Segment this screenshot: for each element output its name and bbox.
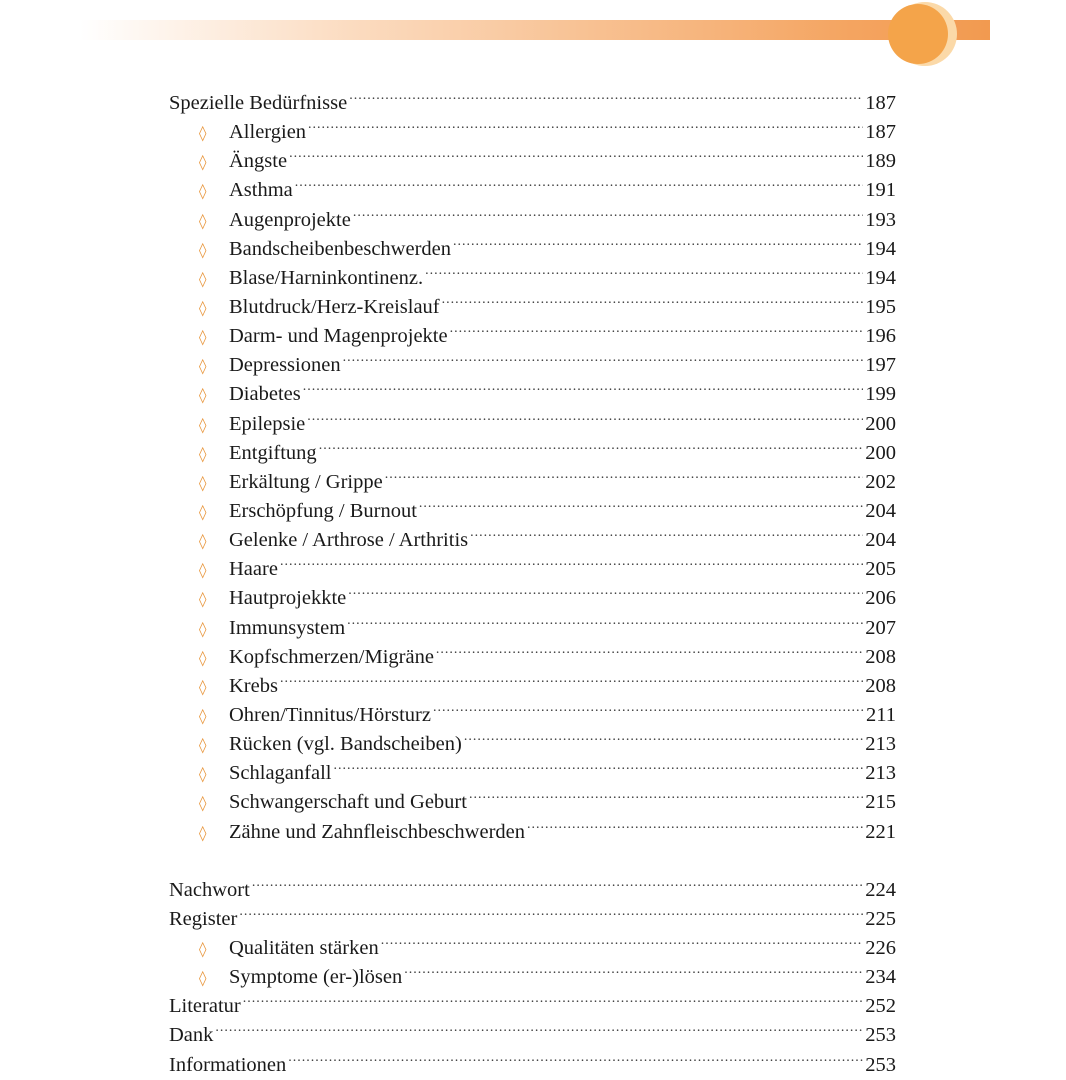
dot-leader: [404, 954, 863, 983]
dot-leader: [436, 634, 863, 663]
diamond-outline-icon: ◊: [199, 415, 207, 434]
diamond-outline-icon: ◊: [199, 124, 207, 143]
toc-entry-label: Erschöpfung / Burnout: [229, 499, 417, 522]
toc-entry-page-number: 200: [865, 441, 896, 464]
toc-entry-label: Erkältung / Grippe: [229, 470, 383, 493]
dot-leader: [385, 459, 864, 488]
toc-entry-label: Diabetes: [229, 383, 301, 406]
dot-leader: [307, 401, 863, 430]
diamond-outline-icon: ◊: [199, 269, 207, 288]
diamond-outline-icon: ◊: [199, 823, 207, 842]
toc-entry-label: Qualitäten stärken: [229, 936, 379, 959]
dot-leader: [239, 896, 863, 925]
dot-leader: [319, 430, 864, 459]
toc-entry-page-number: 234: [865, 966, 896, 989]
diamond-outline-icon: ◊: [199, 619, 207, 638]
diamond-outline-icon: ◊: [199, 240, 207, 259]
toc-entry-label: Ohren/Tinnitus/Hörsturz: [229, 703, 431, 726]
diamond-outline-icon: ◊: [199, 590, 207, 609]
dot-leader: [308, 109, 863, 138]
toc-entry-page-number: 206: [865, 587, 896, 610]
toc-subentry[interactable]: [169, 925, 896, 959]
toc-entry-label: Zähne und Zahnfleischbeschwerden: [229, 820, 525, 843]
toc-subentry[interactable]: [169, 692, 896, 726]
toc-entry-page-number: 252: [865, 995, 896, 1018]
toc-entry-page-number: 200: [865, 412, 896, 435]
toc-entry-page-number: 193: [865, 208, 896, 231]
toc-entry-label: Blutdruck/Herz-Kreislauf: [229, 295, 440, 318]
toc-entry-page-number: 213: [865, 733, 896, 756]
toc-entry-label: Nachwort: [169, 878, 250, 901]
dot-leader: [450, 313, 864, 342]
toc-entry-page-number: 226: [865, 936, 896, 959]
dot-leader: [289, 138, 863, 167]
toc-entry-page-number: 211: [866, 703, 896, 726]
dot-leader: [288, 1042, 863, 1071]
dot-leader: [527, 809, 863, 838]
toc-entry-label: Krebs: [229, 674, 278, 697]
toc-entry-label: Darm- und Magenprojekte: [229, 325, 448, 348]
toc-entry-label: Immunsystem: [229, 616, 346, 639]
toc-entry-page-number: 225: [865, 907, 896, 930]
dot-leader: [347, 605, 863, 634]
toc-entry-label: Epilepsie: [229, 412, 306, 435]
diamond-outline-icon: ◊: [199, 969, 207, 988]
dot-leader: [419, 488, 863, 517]
diamond-outline-icon: ◊: [199, 153, 207, 172]
header-decoration-circle: [888, 4, 948, 64]
toc-entry-page-number: 191: [865, 179, 896, 202]
diamond-outline-icon: ◊: [199, 211, 207, 230]
diamond-outline-icon: ◊: [199, 736, 207, 755]
diamond-outline-icon: ◊: [199, 357, 207, 376]
dot-leader: [280, 663, 863, 692]
toc-entry-page-number: 204: [865, 499, 896, 522]
toc-entry-page-number: 253: [865, 1053, 896, 1076]
toc-entry-label: Bandscheibenbeschwerden: [229, 237, 451, 260]
dot-leader: [433, 692, 864, 721]
toc-entry-page-number: 207: [865, 616, 896, 639]
diamond-outline-icon: ◊: [199, 648, 207, 667]
toc-entry-label: Asthma: [229, 179, 293, 202]
toc-entry-label: Depressionen: [229, 354, 341, 377]
diamond-outline-icon: ◊: [199, 386, 207, 405]
dot-leader: [425, 255, 863, 284]
toc-entry-page-number: 194: [865, 237, 896, 260]
toc-entry-page-number: 187: [865, 92, 896, 114]
toc-entry[interactable]: [169, 80, 896, 114]
diamond-outline-icon: ◊: [199, 473, 207, 492]
toc-entry[interactable]: [169, 896, 896, 930]
toc-entry-label: Informationen: [169, 1053, 287, 1076]
toc-entry-page-number: 195: [865, 295, 896, 318]
toc-entry-label: Schlaganfall: [229, 762, 332, 785]
toc-entry-page-number: 189: [865, 150, 896, 173]
dot-leader: [295, 167, 863, 196]
toc-entry-page-number: 187: [865, 121, 896, 144]
dot-leader: [442, 284, 864, 313]
toc-entry-page-number: 208: [865, 674, 896, 697]
dot-leader: [215, 1012, 863, 1041]
diamond-outline-icon: ◊: [199, 677, 207, 696]
toc-entry-label: Symptome (er-)lösen: [229, 966, 403, 989]
dot-leader: [464, 721, 863, 750]
toc-entry-label: Entgiftung: [229, 441, 317, 464]
dot-leader: [343, 342, 864, 371]
diamond-outline-icon: ◊: [199, 706, 207, 725]
dot-leader: [243, 983, 864, 1012]
toc-entry-label: Literatur: [169, 995, 241, 1018]
dot-leader: [469, 779, 863, 808]
dot-leader: [353, 197, 863, 226]
diamond-outline-icon: ◊: [199, 561, 207, 580]
toc-entry[interactable]: [169, 867, 896, 901]
toc-entry-page-number: 205: [865, 558, 896, 581]
toc-entry-page-number: 197: [865, 354, 896, 377]
diamond-outline-icon: ◊: [199, 532, 207, 551]
toc-entry-label: Haare: [229, 558, 278, 581]
dot-leader: [453, 226, 863, 255]
toc-entry-page-number: 221: [865, 820, 896, 843]
toc-entry-label: Register: [169, 907, 238, 930]
toc-entry-label: Gelenke / Arthrose / Arthritis: [229, 529, 469, 552]
toc-entry[interactable]: [169, 983, 896, 1018]
toc-entry-label: Kopfschmerzen/Migräne: [229, 645, 434, 668]
toc-entry-label: Allergien: [229, 121, 307, 144]
toc-entry-page-number: 215: [865, 791, 896, 814]
diamond-outline-icon: ◊: [199, 328, 207, 347]
toc-entry-label: Dank: [169, 1024, 214, 1047]
toc-entry-label: Rücken (vgl. Bandscheiben): [229, 733, 462, 756]
dot-leader: [303, 371, 864, 400]
dot-leader: [252, 867, 863, 896]
toc-entry-page-number: 208: [865, 645, 896, 668]
toc-entry-page-number: 202: [865, 470, 896, 493]
dot-leader: [333, 750, 863, 779]
toc-entry-page-number: 194: [865, 266, 896, 289]
dot-leader: [280, 546, 863, 575]
toc-entry-page-number: 196: [865, 325, 896, 348]
toc-entry-page-number: 213: [865, 762, 896, 785]
dot-leader: [349, 80, 863, 109]
toc-entry[interactable]: [169, 1012, 896, 1047]
toc-entry-page-number: 253: [865, 1024, 896, 1047]
dot-leader: [348, 575, 863, 604]
dot-leader: [470, 517, 863, 546]
toc-entry-label: Hautprojekkte: [229, 587, 347, 610]
dot-leader: [381, 925, 864, 954]
table-of-contents: [169, 80, 896, 1076]
diamond-outline-icon: ◊: [199, 939, 207, 958]
header-decoration-band: [80, 20, 990, 40]
diamond-outline-icon: ◊: [199, 182, 207, 201]
toc-entry[interactable]: [169, 1042, 896, 1076]
toc-entry-label: Augenprojekte: [229, 208, 351, 231]
toc-entry-label: Ängste: [229, 150, 288, 173]
toc-entry-page-number: 224: [865, 878, 896, 901]
toc-entry-label: Spezielle Bedürfnisse: [169, 92, 348, 114]
diamond-outline-icon: ◊: [199, 444, 207, 463]
toc-entry-page-number: 199: [865, 383, 896, 406]
toc-entry-page-number: 204: [865, 529, 896, 552]
diamond-outline-icon: ◊: [199, 765, 207, 784]
toc-entry-label: Blase/Harninkontinenz.: [229, 266, 424, 289]
toc-subentry[interactable]: [169, 575, 896, 610]
toc-entry-label: Schwangerschaft und Geburt: [229, 791, 467, 814]
diamond-outline-icon: ◊: [199, 502, 207, 521]
diamond-outline-icon: ◊: [199, 794, 207, 813]
diamond-outline-icon: ◊: [199, 298, 207, 317]
